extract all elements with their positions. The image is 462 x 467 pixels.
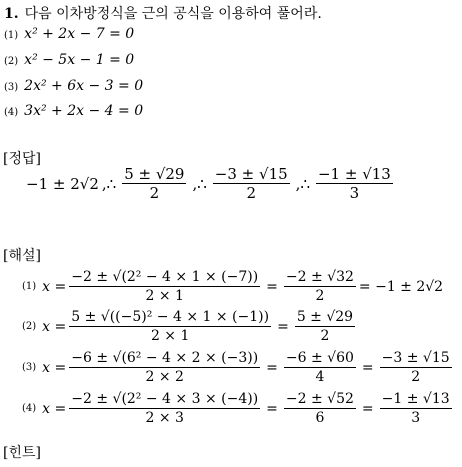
solution-fraction	[69, 390, 260, 427]
explanation-heading: [해설]	[3, 248, 41, 264]
equals-sign: =	[361, 400, 374, 417]
solution-3	[22, 349, 455, 386]
problem-expression: 2x² + 6x − 3 = 0	[24, 78, 144, 94]
solution-numerator: −6 ± √(6² − 4 × 2 × (−3))	[71, 350, 259, 366]
solution-fraction	[380, 349, 452, 386]
problem-1	[4, 26, 134, 42]
problem-label: (4)	[4, 107, 19, 118]
problem-instruction: 다음 이차방정식을 근의 공식을 이용하여 풀어라.	[24, 6, 322, 22]
problem-label: (3)	[4, 82, 19, 93]
hint-heading: [힌트]	[3, 445, 41, 461]
solution-numerator: −2 ± √(2² − 4 × 1 × (−7))	[71, 269, 259, 285]
problem-2	[4, 52, 134, 68]
solution-numerator: 5 ± √29	[296, 309, 354, 325]
solution-fraction	[284, 268, 356, 305]
solution-numerator: −2 ± √52	[285, 391, 354, 407]
problem-4	[4, 103, 143, 119]
equals-sign: =	[266, 278, 278, 295]
solution-denominator: 3	[411, 410, 421, 426]
solution-lhs: x =	[42, 318, 67, 335]
solution-lhs: x =	[42, 359, 67, 376]
problem-number: 1.	[4, 6, 19, 22]
solution-denominator: 2	[411, 369, 421, 385]
solution-fraction	[69, 308, 271, 345]
solution-denominator: 6	[315, 410, 325, 426]
answer-3-fraction	[213, 165, 290, 202]
solution-denominator: 4	[315, 369, 325, 385]
answer-1: −1 ± 2√2	[26, 174, 99, 193]
solution-lhs: x =	[42, 400, 67, 417]
solution-fraction	[380, 390, 452, 427]
answer-heading: [정답]	[3, 151, 41, 167]
equals-sign: =	[266, 400, 278, 417]
solution-fraction	[284, 349, 356, 386]
solution-numerator: −1 ± √13	[381, 391, 450, 407]
answer-separator: ,∴	[192, 174, 207, 193]
solution-numerator: 5 ± √((−5)² − 4 × 1 × (−1))	[71, 309, 270, 325]
problem-label: (2)	[4, 56, 19, 67]
solution-2	[22, 308, 358, 345]
solution-fraction	[69, 349, 260, 386]
solution-denominator: 2 × 1	[150, 328, 190, 344]
problem-expression: x² + 2x − 7 = 0	[24, 26, 135, 42]
solution-denominator: 2 × 1	[145, 288, 184, 304]
solution-label: (1)	[22, 281, 37, 292]
answer-4-numerator: −1 ± √13	[317, 165, 391, 183]
equals-sign: =	[277, 318, 289, 335]
solution-label: (3)	[22, 362, 37, 373]
answer-4-fraction	[316, 165, 393, 202]
equals-sign: =	[361, 359, 374, 376]
answer-separator: ,∴	[295, 174, 310, 193]
problem-3	[4, 78, 143, 94]
solution-denominator: 2 × 3	[145, 410, 184, 426]
answer-2-numerator: 5 ± √29	[124, 165, 185, 183]
answer-2-denominator: 2	[149, 184, 160, 202]
solution-1	[22, 268, 443, 305]
solution-numerator: −2 ± √32	[285, 269, 354, 285]
equals-sign: =	[266, 359, 278, 376]
solution-denominator: 2	[315, 288, 325, 304]
problem-label: (1)	[4, 30, 19, 41]
solution-4	[22, 390, 455, 427]
problem-title	[4, 3, 322, 23]
answer-separator: ,∴	[101, 174, 117, 193]
problem-expression: x² − 5x − 1 = 0	[24, 52, 135, 68]
solution-fraction	[295, 308, 355, 345]
answer-3-numerator: −3 ± √15	[214, 165, 288, 183]
answer-line	[26, 165, 396, 202]
answer-2-fraction	[122, 165, 186, 202]
solution-numerator: −6 ± √60	[285, 350, 354, 366]
solution-denominator: 2	[320, 328, 330, 344]
solution-fraction	[69, 268, 260, 305]
solution-label: (2)	[22, 321, 37, 332]
solution-fraction	[284, 390, 356, 427]
solution-numerator: −3 ± √15	[381, 350, 450, 366]
answer-3-denominator: 2	[246, 184, 256, 202]
solution-label: (4)	[22, 403, 37, 414]
solution-lhs: x =	[42, 278, 67, 295]
solution-denominator: 2 × 2	[145, 369, 184, 385]
solution-final: = −1 ± 2√2	[358, 278, 444, 295]
problem-expression: 3x² + 2x − 4 = 0	[24, 103, 144, 119]
solution-numerator: −2 ± √(2² − 4 × 3 × (−4))	[71, 391, 259, 407]
answer-4-denominator: 3	[349, 184, 360, 202]
